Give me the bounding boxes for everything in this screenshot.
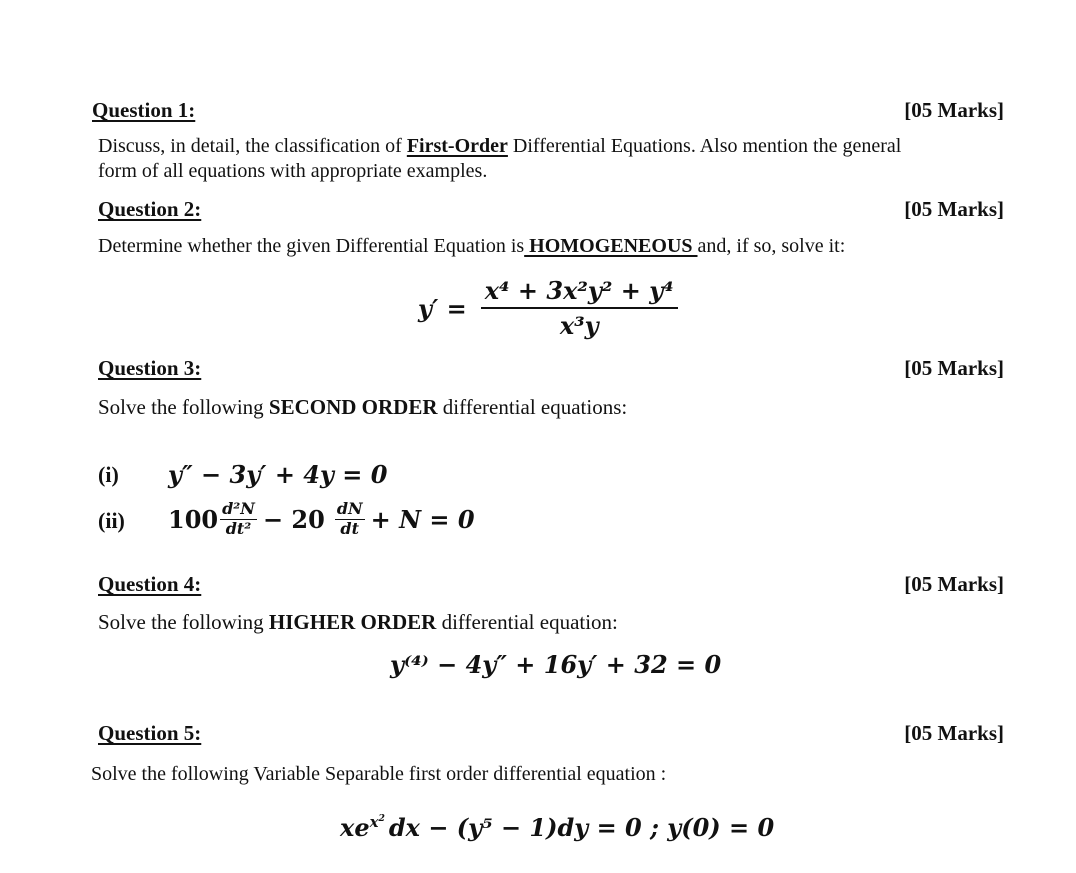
q2-text-bold: HOMOGENEOUS	[524, 235, 698, 257]
q3-ii-d2-num: d²N	[222, 499, 255, 518]
q1-text-post: Differential Equations. Also mention the general	[507, 135, 902, 157]
question-4-equation: y⁽⁴⁾ − 4y″ + 16y′ + 32 = 0	[390, 650, 722, 679]
question-1-title: Question 1:	[92, 98, 196, 122]
question-5-equation	[340, 813, 774, 842]
q1-text-bold: First-Order	[406, 135, 508, 157]
question-2-equation	[418, 270, 678, 346]
question-5-text: Solve the following Variable Separable first order differential equation :	[91, 763, 667, 785]
q3-ii-tail: + N = 0	[370, 504, 475, 534]
q3-text-bold: SECOND ORDER	[268, 395, 438, 419]
q5-eq-e: e	[354, 813, 370, 842]
question-1-marks: [05 Marks]	[904, 98, 1004, 122]
q3-ii-d2-den: dt²	[225, 519, 252, 538]
question-1-text-line2: form of all equations with appropriate examples.	[98, 160, 488, 182]
q3-ii-d1-den: dt	[340, 519, 359, 538]
question-2-marks: [05 Marks]	[904, 197, 1004, 221]
q3-part-ii-equation	[168, 494, 475, 544]
question-5-title: Question 5:	[98, 721, 202, 745]
q2-eq-numerator: x⁴ + 3x²y² + y⁴	[481, 276, 678, 309]
q3-ii-second-derivative	[220, 500, 257, 538]
question-3-marks: [05 Marks]	[904, 356, 1004, 380]
q3-part-i-equation: y″ − 3y′ + 4y = 0	[168, 460, 388, 489]
q3-text-post: differential equations:	[437, 395, 628, 419]
question-2-title: Question 2:	[98, 197, 202, 221]
q5-eq-exp-power: 2	[378, 813, 385, 825]
question-5-marks: [05 Marks]	[904, 721, 1004, 745]
q3-part-ii-label: (ii)	[98, 508, 125, 533]
question-3-title: Question 3:	[98, 356, 202, 380]
q4-text-pre: Solve the following	[98, 610, 269, 634]
question-2-text	[98, 235, 845, 258]
q2-eq-fraction	[481, 276, 678, 340]
q2-eq-denominator: x³y	[559, 311, 599, 340]
q3-ii-first-derivative	[335, 500, 365, 538]
q5-eq-exp-base: x	[369, 813, 379, 831]
question-1-text-line1	[98, 135, 901, 158]
q5-eq-exponent	[370, 813, 385, 831]
q3-text-pre: Solve the following	[98, 395, 269, 419]
question-3-text	[98, 395, 627, 420]
question-4-text	[98, 610, 618, 635]
q3-part-i-label: (i)	[98, 462, 119, 487]
q1-text-pre: Discuss, in detail, the classification of	[98, 135, 407, 157]
q4-text-bold: HIGHER ORDER	[268, 610, 437, 634]
q2-text-post: and, if so, solve it:	[697, 235, 846, 257]
q5-eq-x: x	[340, 813, 355, 842]
q5-eq-rest: dx − (y⁵ − 1)dy = 0 ; y(0) = 0	[388, 813, 775, 842]
q3-ii-d1-num: dN	[336, 499, 363, 518]
q3-ii-coef: 100	[168, 504, 219, 534]
q4-text-post: differential equation:	[436, 610, 618, 634]
q2-text-pre: Determine whether the given Differential Equation is	[98, 235, 525, 257]
q3-ii-minus20: − 20	[262, 504, 325, 534]
q2-eq-lhs: y′ =	[418, 293, 467, 323]
question-4-marks: [05 Marks]	[904, 572, 1004, 596]
question-4-title: Question 4:	[98, 572, 202, 596]
